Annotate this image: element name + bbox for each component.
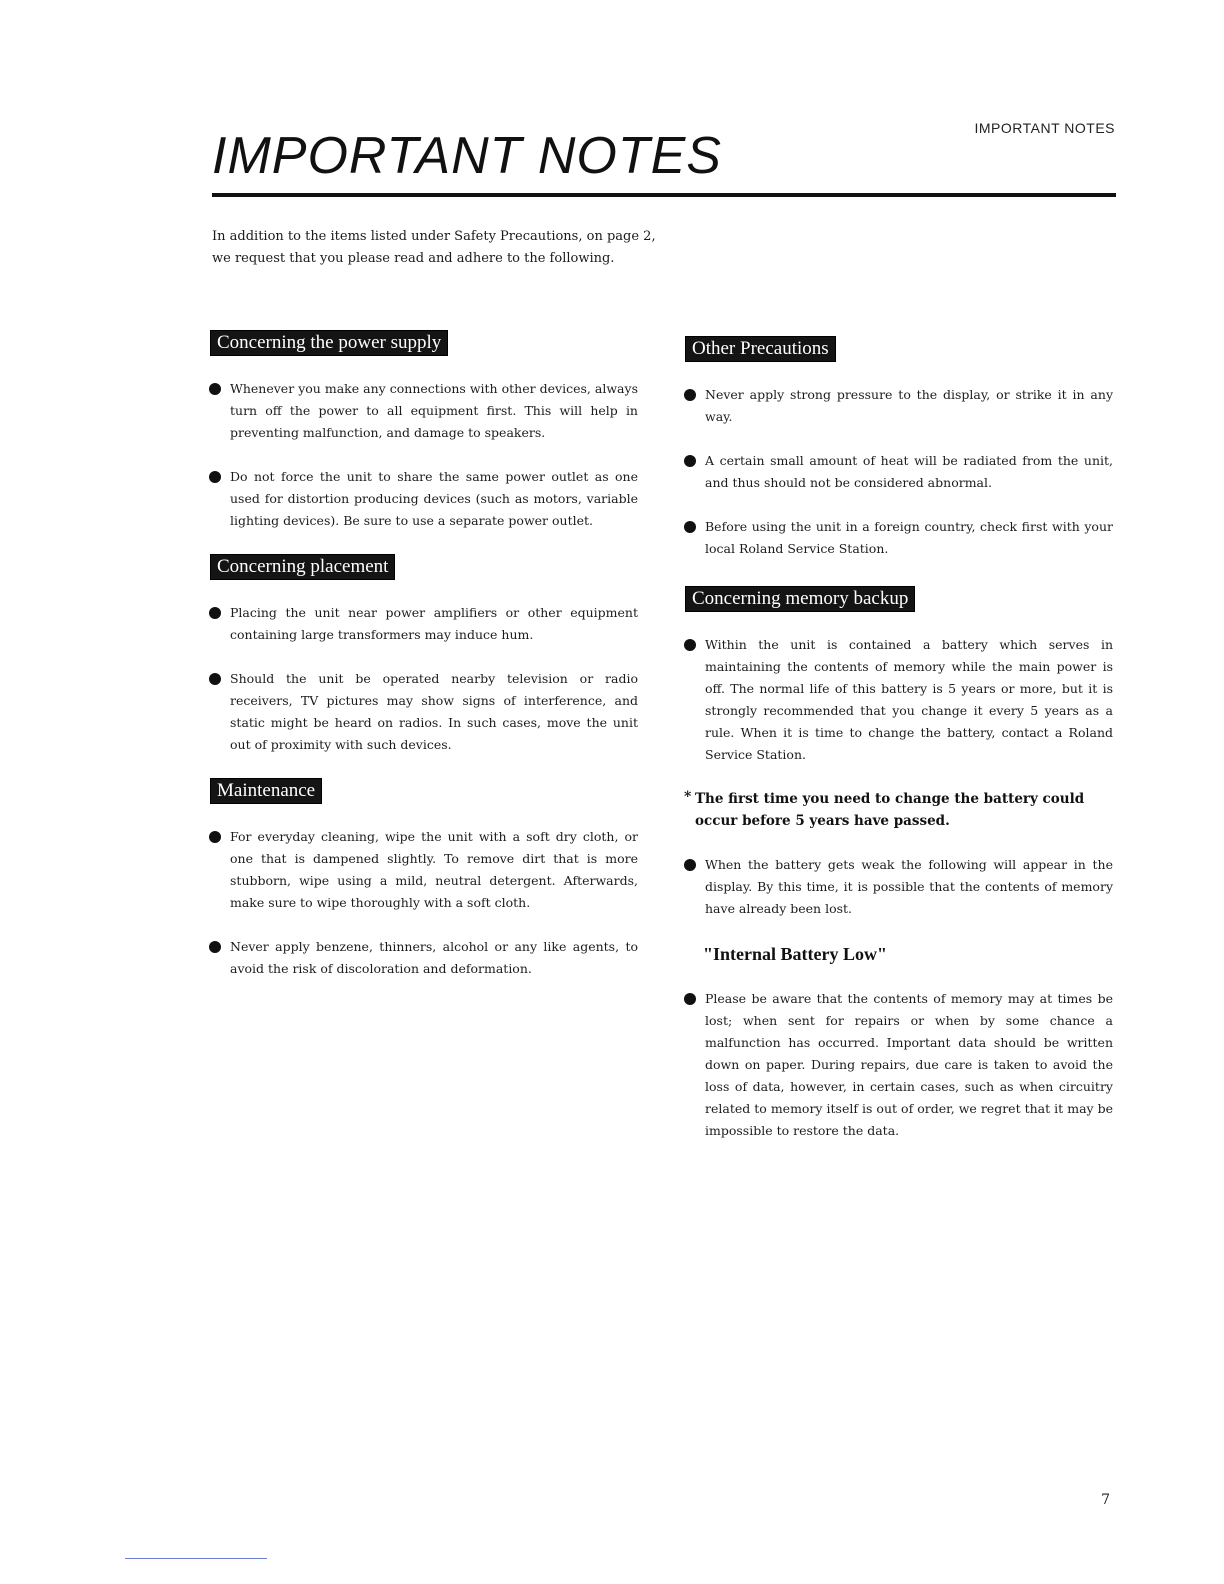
bullet-icon (684, 993, 696, 1005)
bullet-icon (209, 941, 221, 953)
intro-line-1: In addition to the items listed under Safety Precautions, on page 2, (212, 229, 656, 244)
list-item (683, 450, 1113, 494)
battery-note (683, 788, 1113, 832)
item-text: Should the unit be operated nearby television or radio receivers, TV pictures may show signs of interference, and static might be heard on radios. In such cases, move the unit out of proximity with such devices. (230, 671, 638, 752)
section-memory-backup (683, 586, 1113, 1142)
item-text: When the battery gets weak the following will appear in the display. By this time, it is possible that the contents of memory have already been lost. (705, 857, 1113, 916)
left-column (208, 330, 638, 1002)
item-text: A certain small amount of heat will be radiated from the unit, and thus should not be considered abnormal. (705, 453, 1113, 490)
asterisk-icon: * (684, 789, 692, 805)
item-text: Placing the unit near power amplifiers or other equipment containing large transformers may induce hum. (230, 605, 638, 642)
item-text: Before using the unit in a foreign country, check first with your local Roland Service Station. (705, 519, 1113, 556)
title-rule (212, 193, 1116, 197)
intro-paragraph (212, 226, 682, 270)
list-item (208, 668, 638, 756)
item-text: Never apply strong pressure to the display, or strike it in any way. (705, 387, 1113, 424)
item-text: Do not force the unit to share the same power outlet as one used for distortion producing devices (such as motors, variable lighting devices). Be sure to use a separate power outlet. (230, 469, 638, 528)
running-head: IMPORTANT NOTES (974, 120, 1115, 136)
page-number: 7 (1101, 1492, 1110, 1508)
list-item (683, 854, 1113, 920)
display-message: "Internal Battery Low" (703, 944, 887, 964)
bullet-icon (684, 389, 696, 401)
item-text: Please be aware that the contents of memory may at times be lost; when sent for repairs or when by some chance a malfunction has occurred. Important data should be written down on paper. During repairs, due care is taken to avoid the loss of data, however, in certain cases, such as when circuitry related to memory itself is out of order, we regret that it may be impossible to restore the data. (705, 991, 1113, 1138)
list-item (208, 826, 638, 914)
bullet-icon (209, 383, 221, 395)
bullet-icon (209, 607, 221, 619)
bullet-icon (684, 521, 696, 533)
item-text: Whenever you make any connections with other devices, always turn off the power to all equipment first. This will help in preventing malfunction, and damage to speakers. (230, 381, 638, 440)
list-item (683, 634, 1113, 766)
bullet-icon (209, 673, 221, 685)
section-title-maintenance: Maintenance (210, 778, 322, 804)
bullet-icon (684, 455, 696, 467)
list-item (208, 602, 638, 646)
list-item (208, 378, 638, 444)
section-title-other-precautions: Other Precautions (685, 336, 836, 362)
list-item (683, 988, 1113, 1142)
bullet-icon (684, 859, 696, 871)
section-title-memory-backup: Concerning memory backup (685, 586, 915, 612)
list-item (683, 516, 1113, 560)
right-column (683, 336, 1113, 1164)
note-text: The first time you need to change the battery could occur before 5 years have passed. (695, 791, 1085, 829)
bullet-icon (684, 639, 696, 651)
list-item (208, 466, 638, 532)
section-power-supply (208, 330, 638, 532)
section-placement (208, 554, 638, 756)
footer-line (125, 1558, 267, 1559)
list-item (208, 936, 638, 980)
bullet-icon (209, 831, 221, 843)
section-title-placement: Concerning placement (210, 554, 395, 580)
section-title-power-supply: Concerning the power supply (210, 330, 448, 356)
intro-line-2: we request that you please read and adhere to the following. (212, 251, 615, 266)
section-other-precautions (683, 336, 1113, 560)
item-text: Within the unit is contained a battery which serves in maintaining the contents of memory while the main power is off. The normal life of this battery is 5 years or more, but it is strongly recommended that you change it every 5 years as a rule. When it is time to change the battery, contact a Roland Service Station. (705, 637, 1113, 762)
bullet-icon (209, 471, 221, 483)
item-text: For everyday cleaning, wipe the unit with a soft dry cloth, or one that is dampened slightly. To remove dirt that is more stubborn, wipe using a mild, neutral detergent. Afterwards, make sure to wipe thoroughly with a soft cloth. (230, 829, 638, 910)
section-maintenance (208, 778, 638, 980)
item-text: Never apply benzene, thinners, alcohol or any like agents, to avoid the risk of discoloration and deformation. (230, 939, 638, 976)
list-item (683, 384, 1113, 428)
page-title: IMPORTANT NOTES (212, 127, 722, 185)
